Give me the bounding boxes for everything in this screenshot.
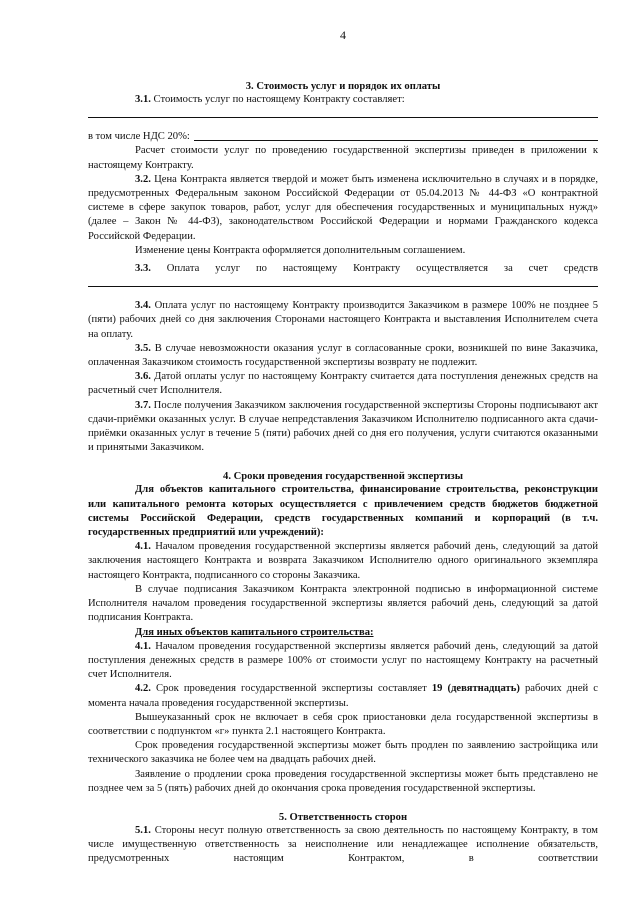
clause-3-3-number: 3.3. <box>135 263 151 275</box>
clause-3-3-text: Оплата услуг по настоящему Контракту осуществляется за счет средств <box>150 263 598 275</box>
clause-4-2-duration: 19 (девятнадцать) <box>431 683 520 695</box>
clause-3-6-text: Датой оплаты услуг по настоящему Контракту считается дата поступления денежных средств на расчетный счет Исполнителя. <box>88 371 598 397</box>
clause-5-1-text: Стороны несут полную ответственность за свою деятельность по настоящему Контракту, в том числе имущественную ответственность за неисполнение или ненадлежащее исполнение обязательств, предусмотренных настоящим Контрактом, в соответствии <box>88 824 598 865</box>
section-4-title: 4. Сроки проведения государственной экспертизы <box>223 471 463 483</box>
vat-label: в том числе НДС 20%: <box>88 131 190 143</box>
suspension-paragraph: Вышеуказанный срок не включает в себя срок приостановки дела государственной экспертизы в соответствии с подпунктом «г» пункта 2.1 настоящего Контракта. <box>88 711 598 737</box>
clause-3-7-text: После получения Заказчиком заключения государственной экспертизы Стороны подписывают акт сдачи-приёмки оказанных услуг. В случае непредставления Заказчиком Исполнителю подписанного акта сдачи-приёмки оказанных услуг в течение 5 (пяти) рабочих дней со дня его получения, услуги считаются оказанными и принятыми Заказчиком. <box>88 399 598 454</box>
extension-request-paragraph: Заявление о продлении срока проведения государственной экспертизы может быть представлено не позднее чем за 5 (пять) рабочих дней до окончания срока проведения государственной экспертизы. <box>88 768 598 794</box>
clause-3-4 <box>88 299 598 342</box>
vat-blank-line <box>194 130 598 141</box>
capital-construction-heading: Для объектов капитального строительства, финансирование строительства, реконструкции или капитального ремонта которых осуществляется с привлечением средств бюджетов бюджетной системы Российской Федерации, средств государственных компаний и корпораций (в т.ч. государственных предприятий или учреждений): <box>88 484 598 539</box>
clause-4-1-other <box>88 640 598 683</box>
clause-4-2-text-b: рабочих дней с момента начала проведения государственной экспертизы. <box>88 683 598 709</box>
e-signature-paragraph: В случае подписания Заказчиком Контракта электронной подписью в информационной системе Исполнителя началом проведения государственной экспертизы является рабочий день, следующий за датой подписания Контракта. <box>88 583 598 624</box>
clause-3-1-text: Стоимость услуг по настоящему Контракту составляет: <box>150 94 405 105</box>
clause-5-1-number: 5.1. <box>135 824 151 836</box>
price-blank-line <box>88 117 598 118</box>
clause-3-5-text: В случае невозможности оказания услуг в согласованные сроки, возникшей по вине Заказчика, оплаченная Заказчиком стоимость государственной экспертизы возврату не подлежит. <box>88 342 598 369</box>
clause-3-4-number: 3.4. <box>135 300 151 312</box>
clause-3-7-number: 3.7. <box>135 399 151 411</box>
clause-3-1 <box>88 93 598 107</box>
clause-3-1-number: 3.1. <box>135 94 151 105</box>
clause-3-2-number: 3.2. <box>135 173 151 185</box>
clause-3-5 <box>88 342 598 370</box>
clause-3-2-text: Цена Контракта является твердой и может быть изменена исключительно в случаях и в порядке, предусмотренных Федеральным законом Российской Федерации от 05.04.2013 № 44-ФЗ «О контрактной системе в сфере закупок товаров, работ, услуг для обеспечения государственных и муниципальных нужд» (далее – Закон № 44-ФЗ), законодательством Российской Федерации и нормами Гражданского кодекса Российской Федерации. <box>88 173 598 242</box>
funding-blank-line <box>88 286 598 287</box>
other-objects-heading: Для иных объектов капитального строительства: <box>135 626 374 638</box>
clause-4-1-other-text: Началом проведения государственной экспертизы является рабочий день, следующий за датой поступления денежных средств в размере 100% от стоимости услуг по настоящему Контракту на расчетный счет Исполнителя. <box>88 640 598 681</box>
vat-row <box>88 130 598 144</box>
clause-3-6-number: 3.6. <box>135 371 151 383</box>
clause-3-2 <box>88 173 598 244</box>
clause-3-3 <box>88 262 598 276</box>
section-5-title: 5. Ответственность сторон <box>278 811 408 823</box>
section-3-title: 3. Стоимость услуг и порядок их оплаты <box>245 81 441 92</box>
clause-4-2 <box>88 682 598 710</box>
calc-paragraph: Расчет стоимости услуг по проведению государственной экспертизы приведен в приложении к настоящему Контракту. <box>88 145 598 171</box>
clause-4-1-other-number: 4.1. <box>135 640 151 652</box>
page-number: 4 <box>340 28 346 42</box>
clause-3-6 <box>88 370 598 398</box>
clause-3-5-number: 3.5. <box>135 342 151 354</box>
extension-paragraph: Срок проведения государственной экспертизы может быть продлен по заявлению застройщика или технического заказчика не более чем на двадцать рабочих дней. <box>88 740 598 766</box>
clause-4-1-capital-number: 4.1. <box>135 541 151 553</box>
clause-4-2-text-a: Срок проведения государственной экспертизы составляет <box>150 683 432 695</box>
clause-4-1-capital <box>88 540 598 583</box>
clause-3-7 <box>88 399 598 456</box>
clause-4-2-number: 4.2. <box>135 683 151 695</box>
document-page <box>88 28 598 867</box>
price-change-paragraph: Изменение цены Контракта оформляется дополнительным соглашением. <box>135 244 466 256</box>
clause-5-1 <box>88 824 598 867</box>
clause-4-1-capital-text: Началом проведения государственной экспертизы является рабочий день, следующий за датой заключения настоящего Контракта и возврата Заказчиком Исполнителю одного оригинального экземпляра настоящего Контракта, подписанного со стороны Заказчика. <box>88 541 598 581</box>
clause-3-4-text: Оплата услуг по настоящему Контракту производится Заказчиком в размере 100% не позднее 5 (пяти) рабочих дней со дня заключения Сторонами настоящего Контракта и выставления Исполнителем счета на оплату. <box>88 300 598 340</box>
